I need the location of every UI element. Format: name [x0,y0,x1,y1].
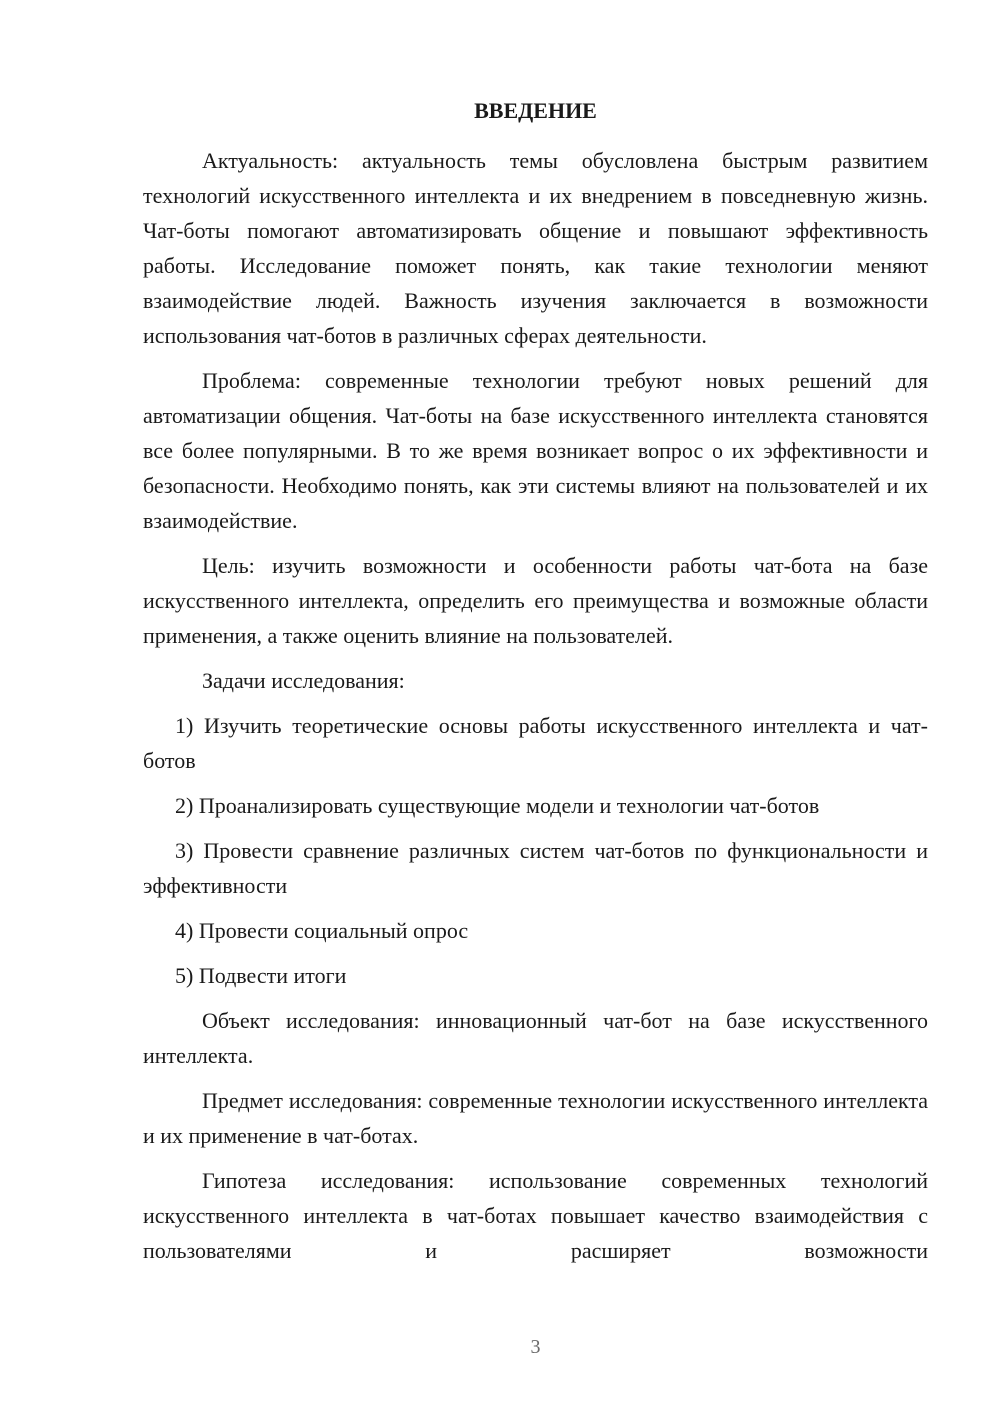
task-item-5: 5) Подвести итоги [175,963,347,988]
document-body [143,143,928,1278]
page-number: 3 [530,1336,541,1358]
paragraph-object: Объект исследования: инновационный чат-бот на базе искусственного интеллекта. [143,1008,928,1068]
paragraph-hypothesis: Гипотеза исследования: использование современных технологий искусственного интеллекта в чат-ботах повышает качество взаимодействия с пользователями и расширяет возможности [143,1168,928,1263]
paragraph-problem: Проблема: современные технологии требуют новых решений для автоматизации общения. Чат-боты на базе искусственного интеллекта становятся все более популярными. В то же время возникает вопрос о их эффективности и безопасности. Необходимо понять, как эти системы влияют на пользователей и их взаимодействие. [143,368,928,533]
paragraph-subject: Предмет исследования: современные технологии искусственного интеллекта и их применение в чат-ботах. [143,1088,928,1148]
task-item-3: 3) Провести сравнение различных систем чат-ботов по функциональности и эффективности [143,838,928,898]
task-item-2: 2) Проанализировать существующие модели и технологии чат-ботов [175,793,820,818]
task-item-4: 4) Провести социальный опрос [175,918,469,943]
document-page [143,0,928,1414]
task-item-1: 1) Изучить теоретические основы работы искусственного интеллекта и чат-ботов [143,713,928,773]
paragraph-relevance: Актуальность: актуальность темы обусловлена быстрым развитием технологий искусственного интеллекта и их внедрением в повседневную жизнь. Чат-боты помогают автоматизировать общение и повышают эффективность работы. Исследование поможет понять, как такие технологии меняют взаимодействие людей. Важность изучения заключается в возможности использования чат-ботов в различных сферах деятельности. [143,148,928,348]
section-title: ВВЕДЕНИЕ [474,98,597,123]
paragraph-tasks-heading: Задачи исследования: [202,668,405,693]
paragraph-goal: Цель: изучить возможности и особенности работы чат-бота на базе искусственного интеллекта, определить его преимущества и возможные области применения, а также оценить влияние на пользователей. [143,553,928,648]
